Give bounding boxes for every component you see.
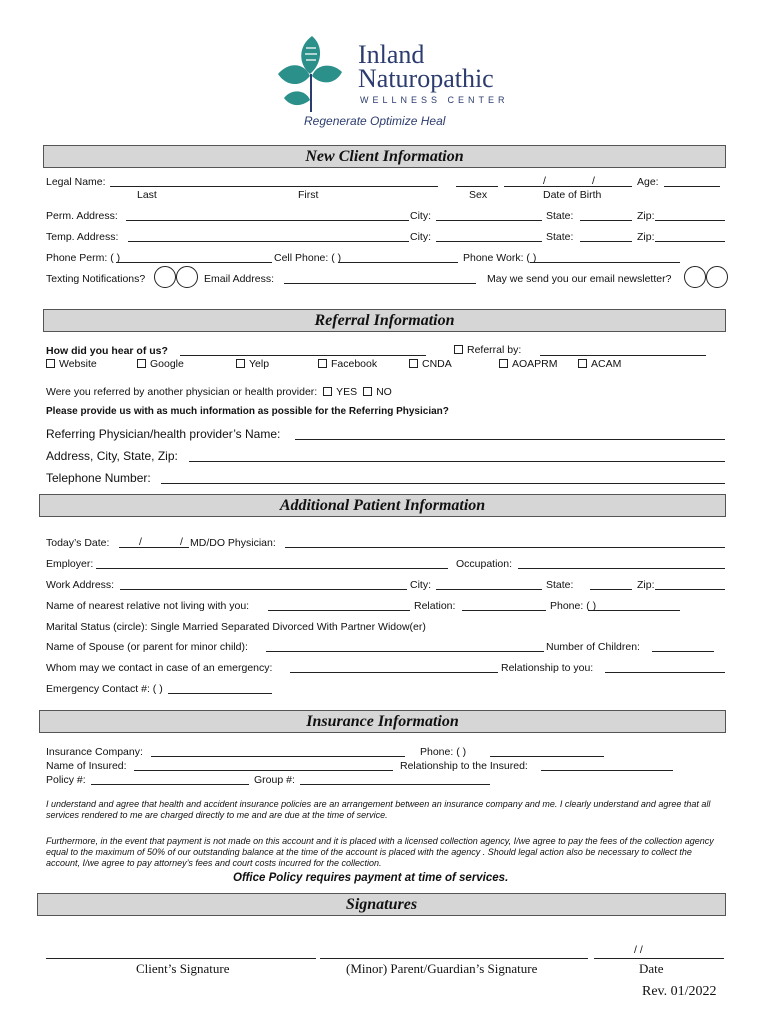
policy-label: Policy #: [46,774,86,786]
todays-date-field[interactable] [119,547,189,548]
work-address-label: Work Address: [46,579,115,591]
texting-yes-circle[interactable] [154,266,176,288]
ref-name-field[interactable] [295,439,725,440]
client-signature-caption: Client’s Signature [136,961,230,976]
temp-state-field[interactable] [580,241,632,242]
website-checkbox-icon[interactable] [46,359,55,368]
option-aoaprm[interactable]: AOAPRM [499,358,558,370]
sex-field[interactable] [456,186,498,187]
temp-zip-label: Zip: [637,231,655,243]
referral-by-label: Referral by: [467,344,522,356]
md-do-label: MD/DO Physician: [190,537,276,549]
option-acam[interactable]: ACAM [578,358,621,370]
logo-tagline: Regenerate Optimize Heal [304,114,446,128]
name-insured-label: Name of Insured: [46,760,127,772]
option-website[interactable]: Website [46,358,97,370]
work-zip-label: Zip: [637,579,655,591]
cnda-checkbox-icon[interactable] [409,359,418,368]
acam-checkbox-icon[interactable] [578,359,587,368]
insurance-phone-label: Phone: ( ) [420,746,467,758]
leaf-logo-icon [276,34,344,114]
marital-status-text: Marital Status (circle): Single Married Separated Divorced With Partner Widow(er) [46,621,426,633]
newsletter-label: May we send you our email newsletter? [487,273,672,285]
email-label: Email Address: [204,273,275,285]
signature-date-field[interactable] [594,958,724,959]
collection-agreement-text: Furthermore, in the event that payment is not made on this account and it is placed with a licensed collection agency, I/we agree to pay the fees of the collection agency equal to the maximum of 50% of our outstanding balance at the time of the account is placed with the agency . Should legal action also be necessary to collect the account, I/we agree to pay attorney’s fees and court costs incurred for the collection. [46,836,714,868]
logo-name-line2: Naturopathic [358,64,494,93]
referral-by-checkbox-icon[interactable] [454,345,463,354]
work-city-label: City: [410,579,431,591]
last-caption: Last [137,189,157,201]
perm-state-field[interactable] [580,220,632,221]
work-city-field[interactable] [436,589,542,590]
whom-contact-field[interactable] [290,672,498,673]
cell-phone-label: Cell Phone: ( ) [274,252,342,264]
perm-zip-label: Zip: [637,210,655,222]
todays-date-label: Today’s Date: [46,537,110,549]
option-google[interactable]: Google [137,358,184,370]
insurance-agreement-text: I understand and agree that health and accident insurance policies are an arrangement between an insurance company and me. I clearly understand and agree that all services rendered to me are charged directly to me and are due at the time of service. [46,799,711,820]
cell-phone-field[interactable] [338,262,458,263]
logo-name-line1: Inland [358,40,425,69]
children-field[interactable] [652,651,714,652]
relationship-to-you-label: Relationship to you: [501,662,594,674]
referred-yes-checkbox-icon[interactable] [323,387,332,396]
phone-work-field[interactable] [530,262,680,263]
employer-label: Employer: [46,558,94,570]
legal-name-field[interactable] [110,186,438,187]
phone-work-label: Phone Work: ( ) [463,252,537,264]
first-caption: First [298,189,319,201]
insurance-company-label: Insurance Company: [46,746,143,758]
logo [276,34,516,134]
section-header-new-client: New Client Information [43,145,726,168]
name-insured-field[interactable] [134,770,393,771]
referred-question: Were you referred by another physician or health provider: YES NO [46,386,392,398]
temp-zip-field[interactable] [655,241,725,242]
insurance-company-field[interactable] [151,756,405,757]
how-heard-field[interactable] [180,355,426,356]
emergency-contact-label: Emergency Contact #: ( ) [46,683,163,695]
aoaprm-checkbox-icon[interactable] [499,359,508,368]
referral-by-option[interactable] [454,344,521,356]
section-header-referral: Referral Information [43,309,726,332]
relation-label: Relation: [414,600,456,612]
how-heard-label: How did you hear of us? [46,345,168,357]
ref-phone-field[interactable] [161,483,725,484]
option-cnda[interactable]: CNDA [409,358,452,370]
spouse-field[interactable] [266,651,544,652]
logo-subtitle: WELLNESS CENTER [360,95,509,105]
work-state-field[interactable] [590,589,632,590]
ref-address-field[interactable] [189,461,725,462]
revision-label: Rev. 01/2022 [642,984,717,999]
newsletter-no-circle[interactable] [706,266,728,288]
relative-phone-field[interactable] [588,610,680,611]
client-signature-field[interactable] [46,958,316,959]
occupation-label: Occupation: [456,558,513,570]
relationship-insured-field[interactable] [541,770,673,771]
newsletter-yes-circle[interactable] [684,266,706,288]
perm-city-label: City: [410,210,431,222]
employer-field[interactable] [96,568,448,569]
temp-city-field[interactable] [436,241,542,242]
ref-phone-label: Telephone Number: [46,471,151,485]
phone-perm-label: Phone Perm: ( ) [46,252,121,264]
temp-address-label: Temp. Address: [46,231,119,243]
texting-no-circle[interactable] [176,266,198,288]
perm-address-label: Perm. Address: [46,210,118,222]
spouse-label: Name of Spouse (or parent for minor child): [46,641,248,653]
temp-address-field[interactable] [128,241,409,242]
office-policy-text: Office Policy requires payment at time of services. [233,872,509,884]
perm-zip-field[interactable] [655,220,725,221]
sex-caption: Sex [469,189,488,201]
signature-date-caption: Date [639,961,664,976]
section-header-additional: Additional Patient Information [39,494,726,517]
texting-label: Texting Notifications? [46,273,146,285]
group-field[interactable] [300,784,490,785]
dob-field[interactable] [504,186,632,187]
provide-info-text: Please provide us with as much information as possible for the Referring Physician? [46,406,449,417]
nearest-relative-field[interactable] [268,610,410,611]
age-label: Age: [637,176,659,188]
facebook-checkbox-icon[interactable] [318,359,327,368]
dob-caption: Date of Birth [543,189,602,201]
temp-city-label: City: [410,231,431,243]
date-slashes: / / [634,944,643,956]
work-zip-field[interactable] [655,589,725,590]
children-label: Number of Children: [546,641,640,653]
section-header-insurance: Insurance Information [39,710,726,733]
work-address-field[interactable] [120,589,407,590]
guardian-signature-caption: (Minor) Parent/Guardian’s Signature [346,961,538,976]
work-state-label: State: [546,579,574,591]
relationship-insured-label: Relationship to the Insured: [400,760,528,772]
relative-phone-label: Phone: ( ) [550,600,597,612]
guardian-signature-field[interactable] [320,958,588,959]
yelp-checkbox-icon[interactable] [236,359,245,368]
option-facebook[interactable]: Facebook [318,358,377,370]
referred-no-checkbox-icon[interactable] [363,387,372,396]
google-checkbox-icon[interactable] [137,359,146,368]
insurance-phone-field[interactable] [490,756,604,757]
group-label: Group #: [254,774,295,786]
referral-by-field[interactable] [540,355,706,356]
policy-field[interactable] [91,784,249,785]
occupation-field[interactable] [518,568,725,569]
section-header-signatures: Signatures [37,893,726,916]
age-field[interactable] [664,186,720,187]
nearest-relative-label: Name of nearest relative not living with you: [46,600,250,612]
perm-city-field[interactable] [436,220,542,221]
relation-field[interactable] [462,610,546,611]
whom-contact-label: Whom may we contact in case of an emergency: [46,662,273,674]
legal-name-label: Legal Name: [46,176,106,188]
phone-perm-field[interactable] [116,262,272,263]
perm-address-field[interactable] [126,220,409,221]
emergency-contact-field[interactable] [168,693,272,694]
temp-state-label: State: [546,231,574,243]
md-do-field[interactable] [285,547,725,548]
ref-address-label: Address, City, State, Zip: [46,449,178,463]
option-yelp[interactable]: Yelp [236,358,269,370]
email-field[interactable] [284,283,476,284]
ref-name-label: Referring Physician/health provider’s Name: [46,427,281,441]
perm-state-label: State: [546,210,574,222]
relationship-to-you-field[interactable] [605,672,725,673]
